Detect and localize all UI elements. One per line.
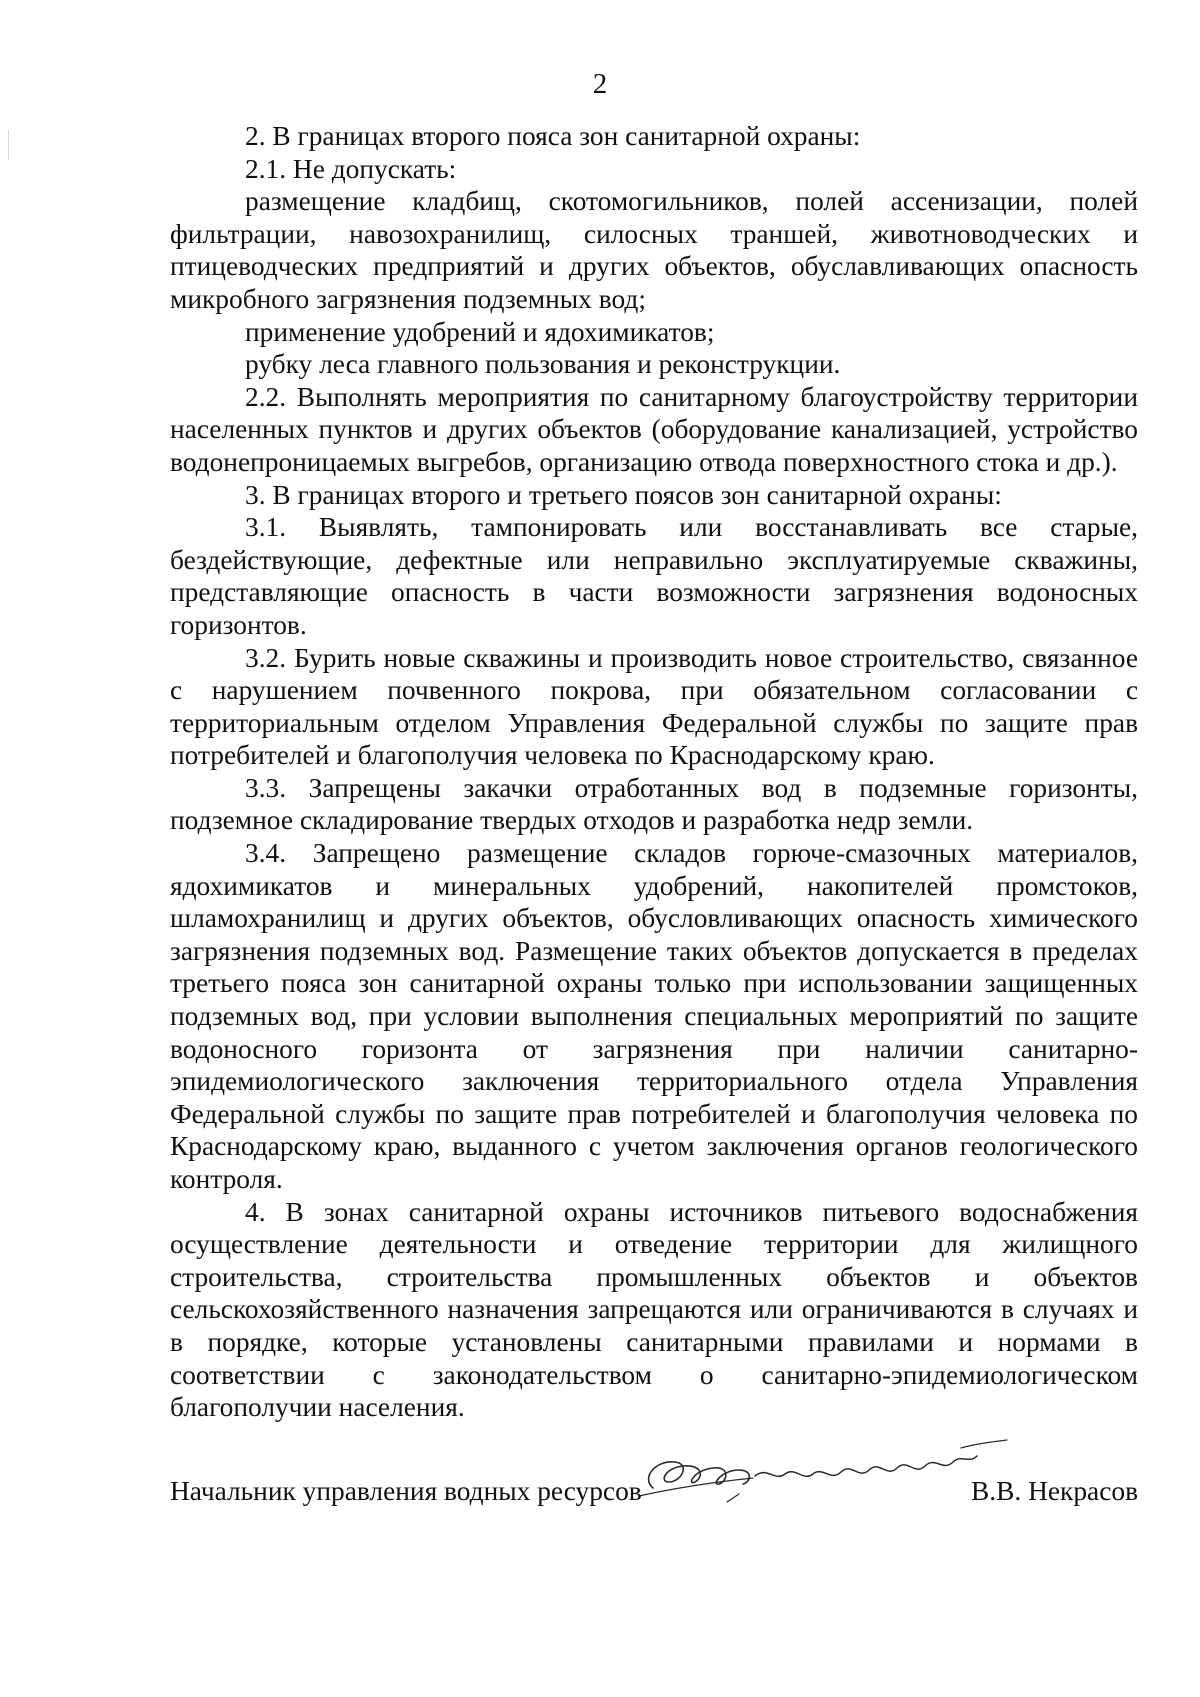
signer-position: Начальник управления водных ресурсов — [170, 1476, 642, 1506]
page-number: 2 — [592, 68, 608, 100]
signer-name: В.В. Некрасов — [971, 1476, 1138, 1506]
paragraph-fertilizers: применение удобрений и ядохимикатов; — [245, 316, 715, 347]
paragraph-3-4: 3.4. Запрещено размещение складов горюче-смазочных материалов, ядохимикатов и минеральных удобрений, накопителей промстоков, шламохранилищ и других объектов, обусловливающих опасность химического загрязнения подземных вод. Размещение таких объектов допускается в пределах третьего пояса зон санитарной охраны только при использовании защищенных подземных вод, при условии выполнения специальных мероприятий по защите водоносного горизонта от загрязнения при наличии санитарно-эпидемиологического заключения территориального отдела Управления Федеральной службы по защите прав потребителей и благополучия человека по Краснодарскому краю, выданного с учетом заключения органов геологического контроля. — [170, 838, 1138, 1194]
paragraph-section-3: 3. В границах второго и третьего поясов зон санитарной охраны: — [245, 479, 1002, 510]
paragraph-3-2: 3.2. Бурить новые скважины и производить новое строительство, связанное с нарушением почвенного покрова, при обязательном согласовании с территориальным отделом Управления Федеральной службы по защите прав потребителей и благополучия человека по Краснодарскому краю. — [170, 642, 1138, 771]
signature-block — [170, 1475, 1138, 1515]
paragraph-section-2: 2. В границах второго пояса зон санитарной охраны: — [245, 121, 861, 151]
paragraph-prohibited-placement: размещение кладбищ, скотомогильников, полей ассенизации, полей фильтрации, навозохранилищ, силосных траншей, животноводческих и птицеводческих предприятий и других объектов, обуславливающих опасность микробного загрязнения подземных вод; — [170, 186, 1138, 314]
paragraph-3-1: 3.1. Выявлять, тампонировать или восстанавливать все старые, бездействующие, дефектные или неправильно эксплуатируемые скважины, представляющие опасность в части возможности загрязнения водоносных горизонтов. — [170, 512, 1138, 640]
paragraph-section-4: 4. В зонах санитарной охраны источников питьевого водоснабжения осуществление деятельности и отведение территории для жилищного строительства, строительства промышленных объектов и объектов сельскохозяйственного назначения запрещаются или ограничиваются в случаях и в порядке, которые установлены санитарными правилами и нормами в соответствии с законодательством о санитарно-эпидемиологическом благополучии населения. — [170, 1196, 1138, 1423]
document-body — [170, 120, 1138, 1424]
paragraph-logging: рубку леса главного пользования и реконструкции. — [245, 349, 841, 380]
paragraph-2-2: 2.2. Выполнять мероприятия по санитарному благоустройству территории населенных пунктов и других объектов (оборудование канализацией, устройство водонепроницаемых выгребов, организацию отвода поверхностного стока и др.). — [170, 381, 1138, 477]
scan-margin-mark — [8, 130, 9, 160]
paragraph-3-3: 3.3. Запрещены закачки отработанных вод в подземные горизонты, подземное складирование твердых отходов и разработка недр земли. — [170, 772, 1138, 836]
paragraph-2-1: 2.1. Не допускать: — [245, 153, 457, 184]
